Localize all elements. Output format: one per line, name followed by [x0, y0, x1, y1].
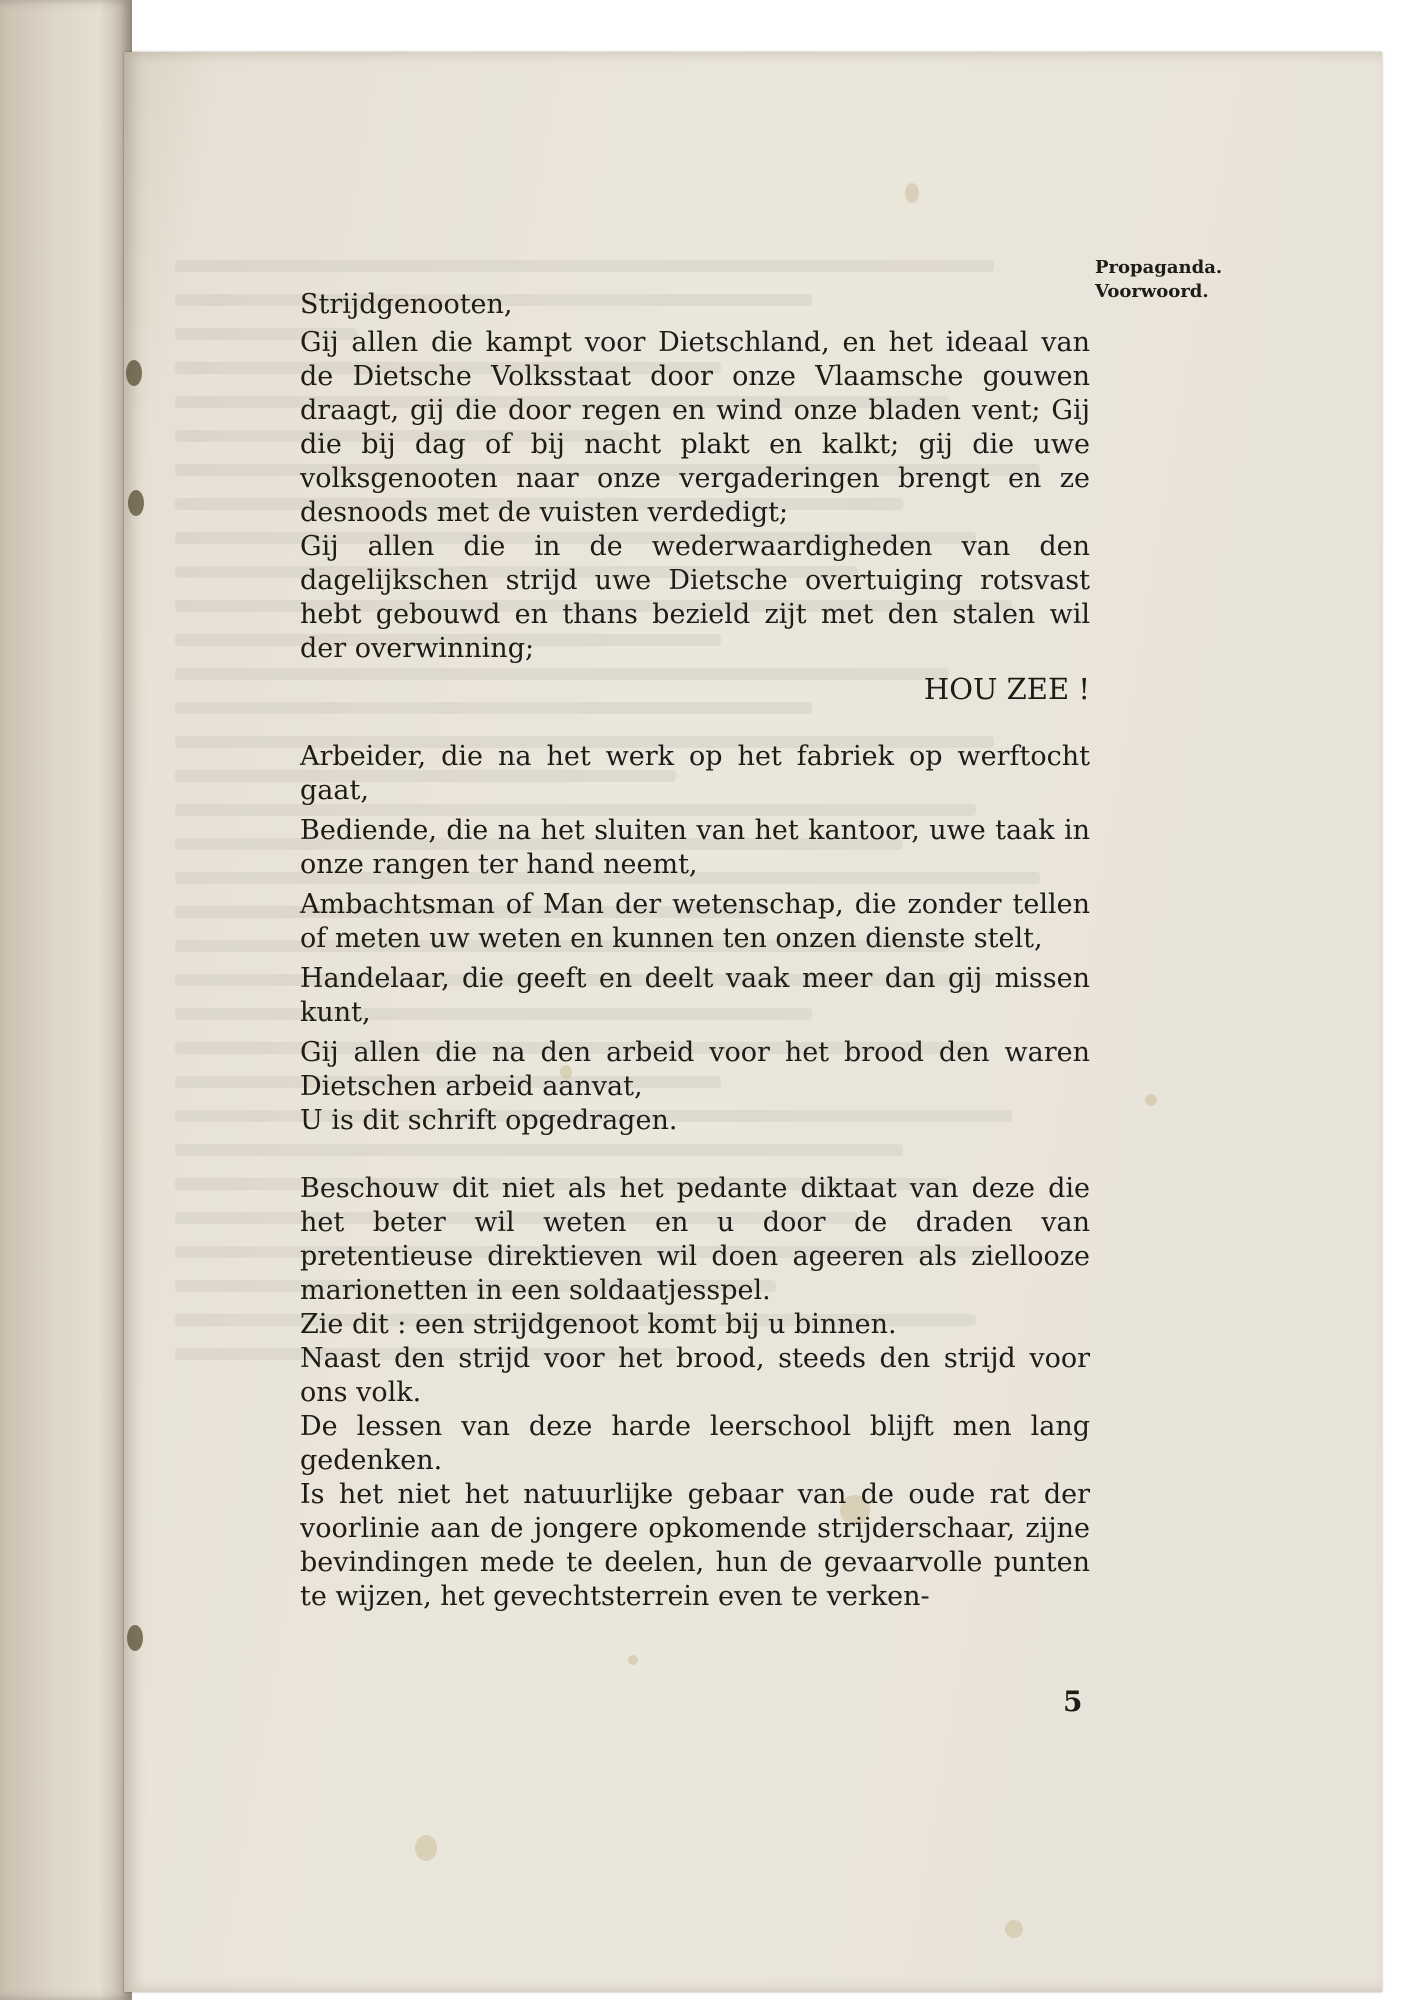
closing-paragraph: De lessen van deze harde leerschool blijft men lang gedenken. — [300, 1411, 1090, 1476]
closing-paragraph: Zie dit : een strijdgenoot komt bij u binnen. — [300, 1309, 897, 1340]
cheer-line: HOU ZEE ! — [923, 672, 1090, 706]
dedication-line: Handelaar, die geeft en deelt vaak meer dan gij missen kunt, — [300, 963, 1090, 1028]
margin-note-section: Propaganda. — [1095, 257, 1223, 278]
dedication-line: Bediende, die na het sluiten van het kantoor, uwe taak in onze rangen ter hand neemt, — [300, 815, 1090, 880]
foxing-spot — [905, 183, 919, 203]
dedication-line: Arbeider, die na het werk op het fabriek op werftocht gaat, — [300, 741, 1090, 806]
margin-note-chapter: Voorwoord. — [1095, 281, 1209, 302]
binding-hole — [126, 360, 142, 386]
closing-paragraph: Is het niet het natuurlijke gebaar van de oude rat der voorlinie aan de jongere opkomende strijderschaar, zijne bevindingen mede te deelen, hun de gevaarvolle punten te wijzen, het gevechtsterrein even te verken- — [300, 1479, 1090, 1612]
margin-note — [1095, 256, 1255, 304]
dedication-line: U is dit schrift opgedragen. — [300, 1105, 678, 1136]
foxing-spot — [415, 1835, 437, 1861]
body-paragraph: Gij allen die kampt voor Dietschland, en het ideaal van de Dietsche Volksstaat door onze Vlaamsche gouwen draagt, gij die door regen en wind onze bladen vent; Gij die bij dag of bij nacht plakt en kalkt; gij die uwe volksgenooten naar onze vergaderingen brengt en ze desnoods met de vuisten verdedigt; — [300, 327, 1090, 528]
closing-paragraph: Naast den strijd voor het brood, steeds den strijd voor ons volk. — [300, 1343, 1090, 1408]
left-page-edge — [0, 0, 132, 2000]
body-text — [300, 288, 1090, 1614]
foxing-spot — [1005, 1920, 1023, 1938]
binding-hole — [128, 490, 144, 516]
binding-hole — [127, 1625, 143, 1651]
foxing-spot — [1145, 1094, 1157, 1106]
foxing-spot — [628, 1655, 638, 1665]
page-number: 5 — [1063, 1685, 1083, 1718]
closing-paragraph: Beschouw dit niet als het pedante diktaat van deze die het beter wil weten en u door de draden van pretentieuse direktieven wil doen ageeren als ziellooze marionetten in een soldaatjesspel. — [300, 1173, 1090, 1306]
dedication-line: Gij allen die na den arbeid voor het brood den waren Dietschen arbeid aanvat, — [300, 1037, 1090, 1102]
dedication-line: Ambachtsman of Man der wetenschap, die zonder tellen of meten uw weten en kunnen ten onzen dienste stelt, — [300, 889, 1090, 954]
body-paragraph: Gij allen die in de wederwaardigheden van den dagelijkschen strijd uwe Dietsche overtuiging rotsvast hebt gebouwd en thans bezield zijt met den stalen wil der overwinning; — [300, 531, 1090, 664]
salutation: Strijdgenooten, — [300, 289, 513, 320]
